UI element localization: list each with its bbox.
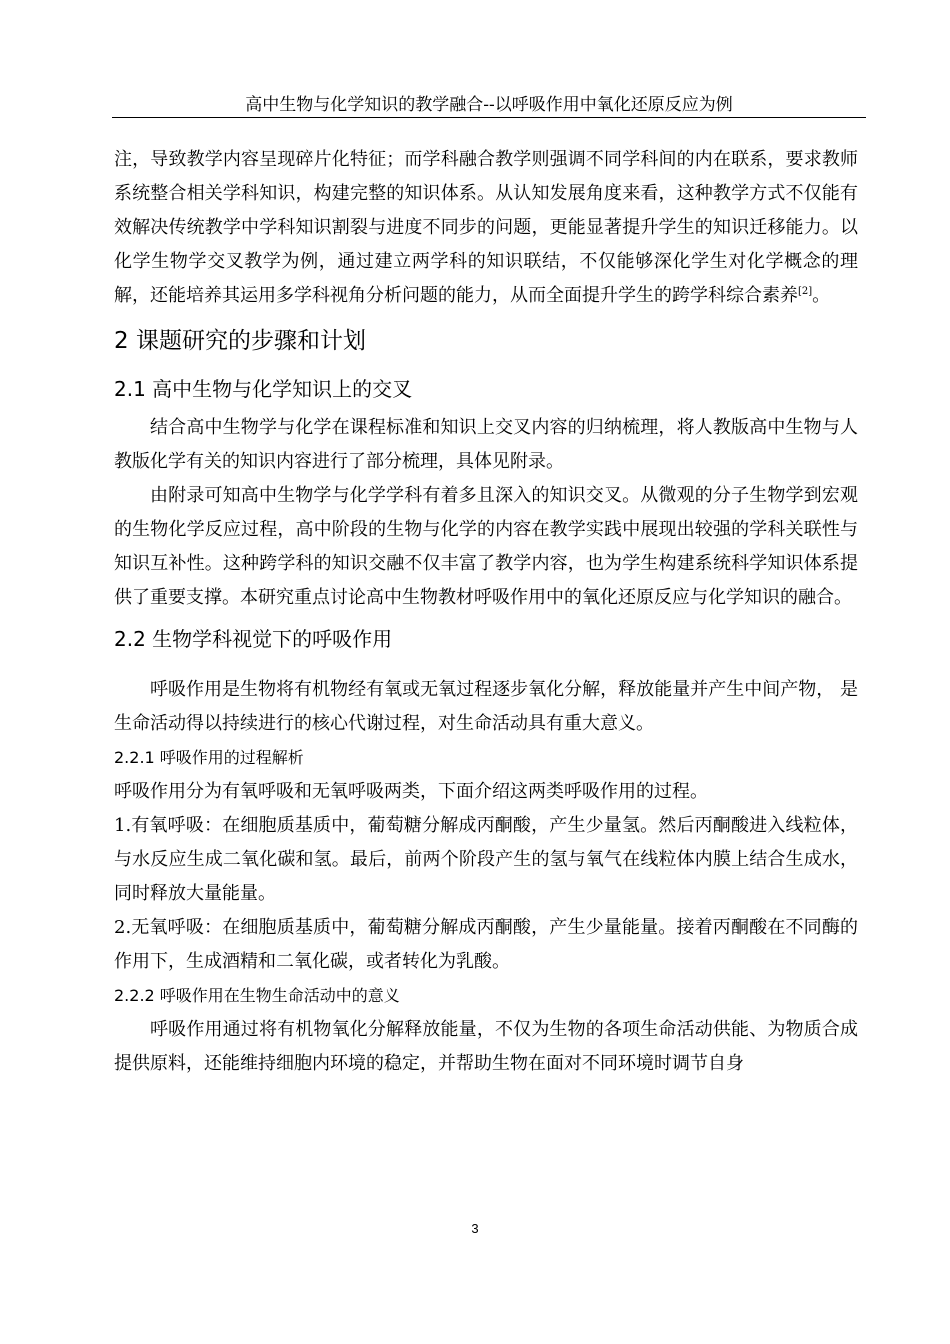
paragraph-respiration-definition: 呼吸作用是生物将有机物经有氧或无氧过程逐步氧化分解，释放能量并产生中间产物， 是生命活动得以持续进行的核心代谢过程，对生命活动具有重大意义。 — [114, 679, 858, 734]
section-heading-2-2: 2.2 生物学科视觉下的呼吸作用 — [114, 627, 393, 651]
section-heading-2-2-1: 2.2.1 呼吸作用的过程解析 — [114, 748, 304, 767]
section-heading-2-1: 2.1 高中生物与化学知识上的交叉 — [114, 377, 413, 401]
spacer — [114, 661, 858, 673]
paragraph-respiration-types: 呼吸作用分为有氧呼吸和无氧呼吸两类，下面介绍这两类呼吸作用的过程。 — [114, 781, 708, 802]
section-heading-2: 2 课题研究的步骤和计划 — [114, 328, 366, 354]
paragraph-text: 注，导致教学内容呈现碎片化特征；而学科融合教学则强调不同学科间的内在联系，要求教师系统整合相关学科知识，构建完整的知识体系。从认知发展角度来看，这种教学方式不仅能有效解决传统教学中学科知识割裂与进度不同步的问题，更能显著提升学生的知识迁移能力。以化学生物学交叉教学为例，通过建立两学科的知识联结，不仅能够深化学生对化学概念的理解，还能培养其运用多学科视角分析问题的能力，从而全面提升学生的跨学科综合素养 — [114, 149, 858, 306]
paragraph-crossover-detail: 由附录可知高中生物学与化学学科有着多且深入的知识交叉。从微观的分子生物学到宏观的生物化学反应过程，高中阶段的生物与化学的内容在教学实践中展现出较强的学科关联性与知识互补性。这种跨学科的知识交融不仅丰富了教学内容，也为学生构建系统科学知识体系提供了重要支撑。本研究重点讨论高中生物教材呼吸作用中的氧化还原反应与化学知识的融合。 — [114, 485, 858, 608]
paragraph-significance: 呼吸作用通过将有机物氧化分解释放能量，不仅为生物的各项生命活动供能、为物质合成提供原料，还能维持细胞内环境的稳定，并帮助生物在面对不同环境时调节自身 — [114, 1019, 858, 1074]
citation: [2] — [798, 286, 813, 297]
header-rule — [112, 117, 866, 118]
paragraph-crossover-summary: 结合高中生物学与化学在课程标准和知识上交叉内容的归纳梳理，将人教版高中生物与人教版化学有关的知识内容进行了部分梳理，具体见附录。 — [114, 417, 858, 472]
page-number: 3 — [471, 1221, 479, 1236]
paragraph-aerobic: 1.有氧呼吸：在细胞质基质中，葡萄糖分解成丙酮酸，产生少量氢。然后丙酮酸进入线粒体，与水反应生成二氧化碳和氢。最后，前两个阶段产生的氢与氧气在线粒体内膜上结合生成水，同时释放大量能量。 — [114, 815, 858, 904]
paragraph-intro-continued — [114, 143, 858, 313]
section-heading-2-2-2: 2.2.2 呼吸作用在生物生命活动中的意义 — [114, 986, 400, 1005]
paragraph-end: 。 — [812, 285, 831, 306]
running-header: 高中生物与化学知识的教学融合--以呼吸作用中氧化还原反应为例 — [245, 95, 733, 115]
page-body — [114, 143, 858, 1081]
paragraph-anaerobic: 2.无氧呼吸：在细胞质基质中，葡萄糖分解成丙酮酸，产生少量能量。接着丙酮酸在不同酶的作用下，生成酒精和二氧化碳，或者转化为乳酸。 — [114, 917, 858, 972]
